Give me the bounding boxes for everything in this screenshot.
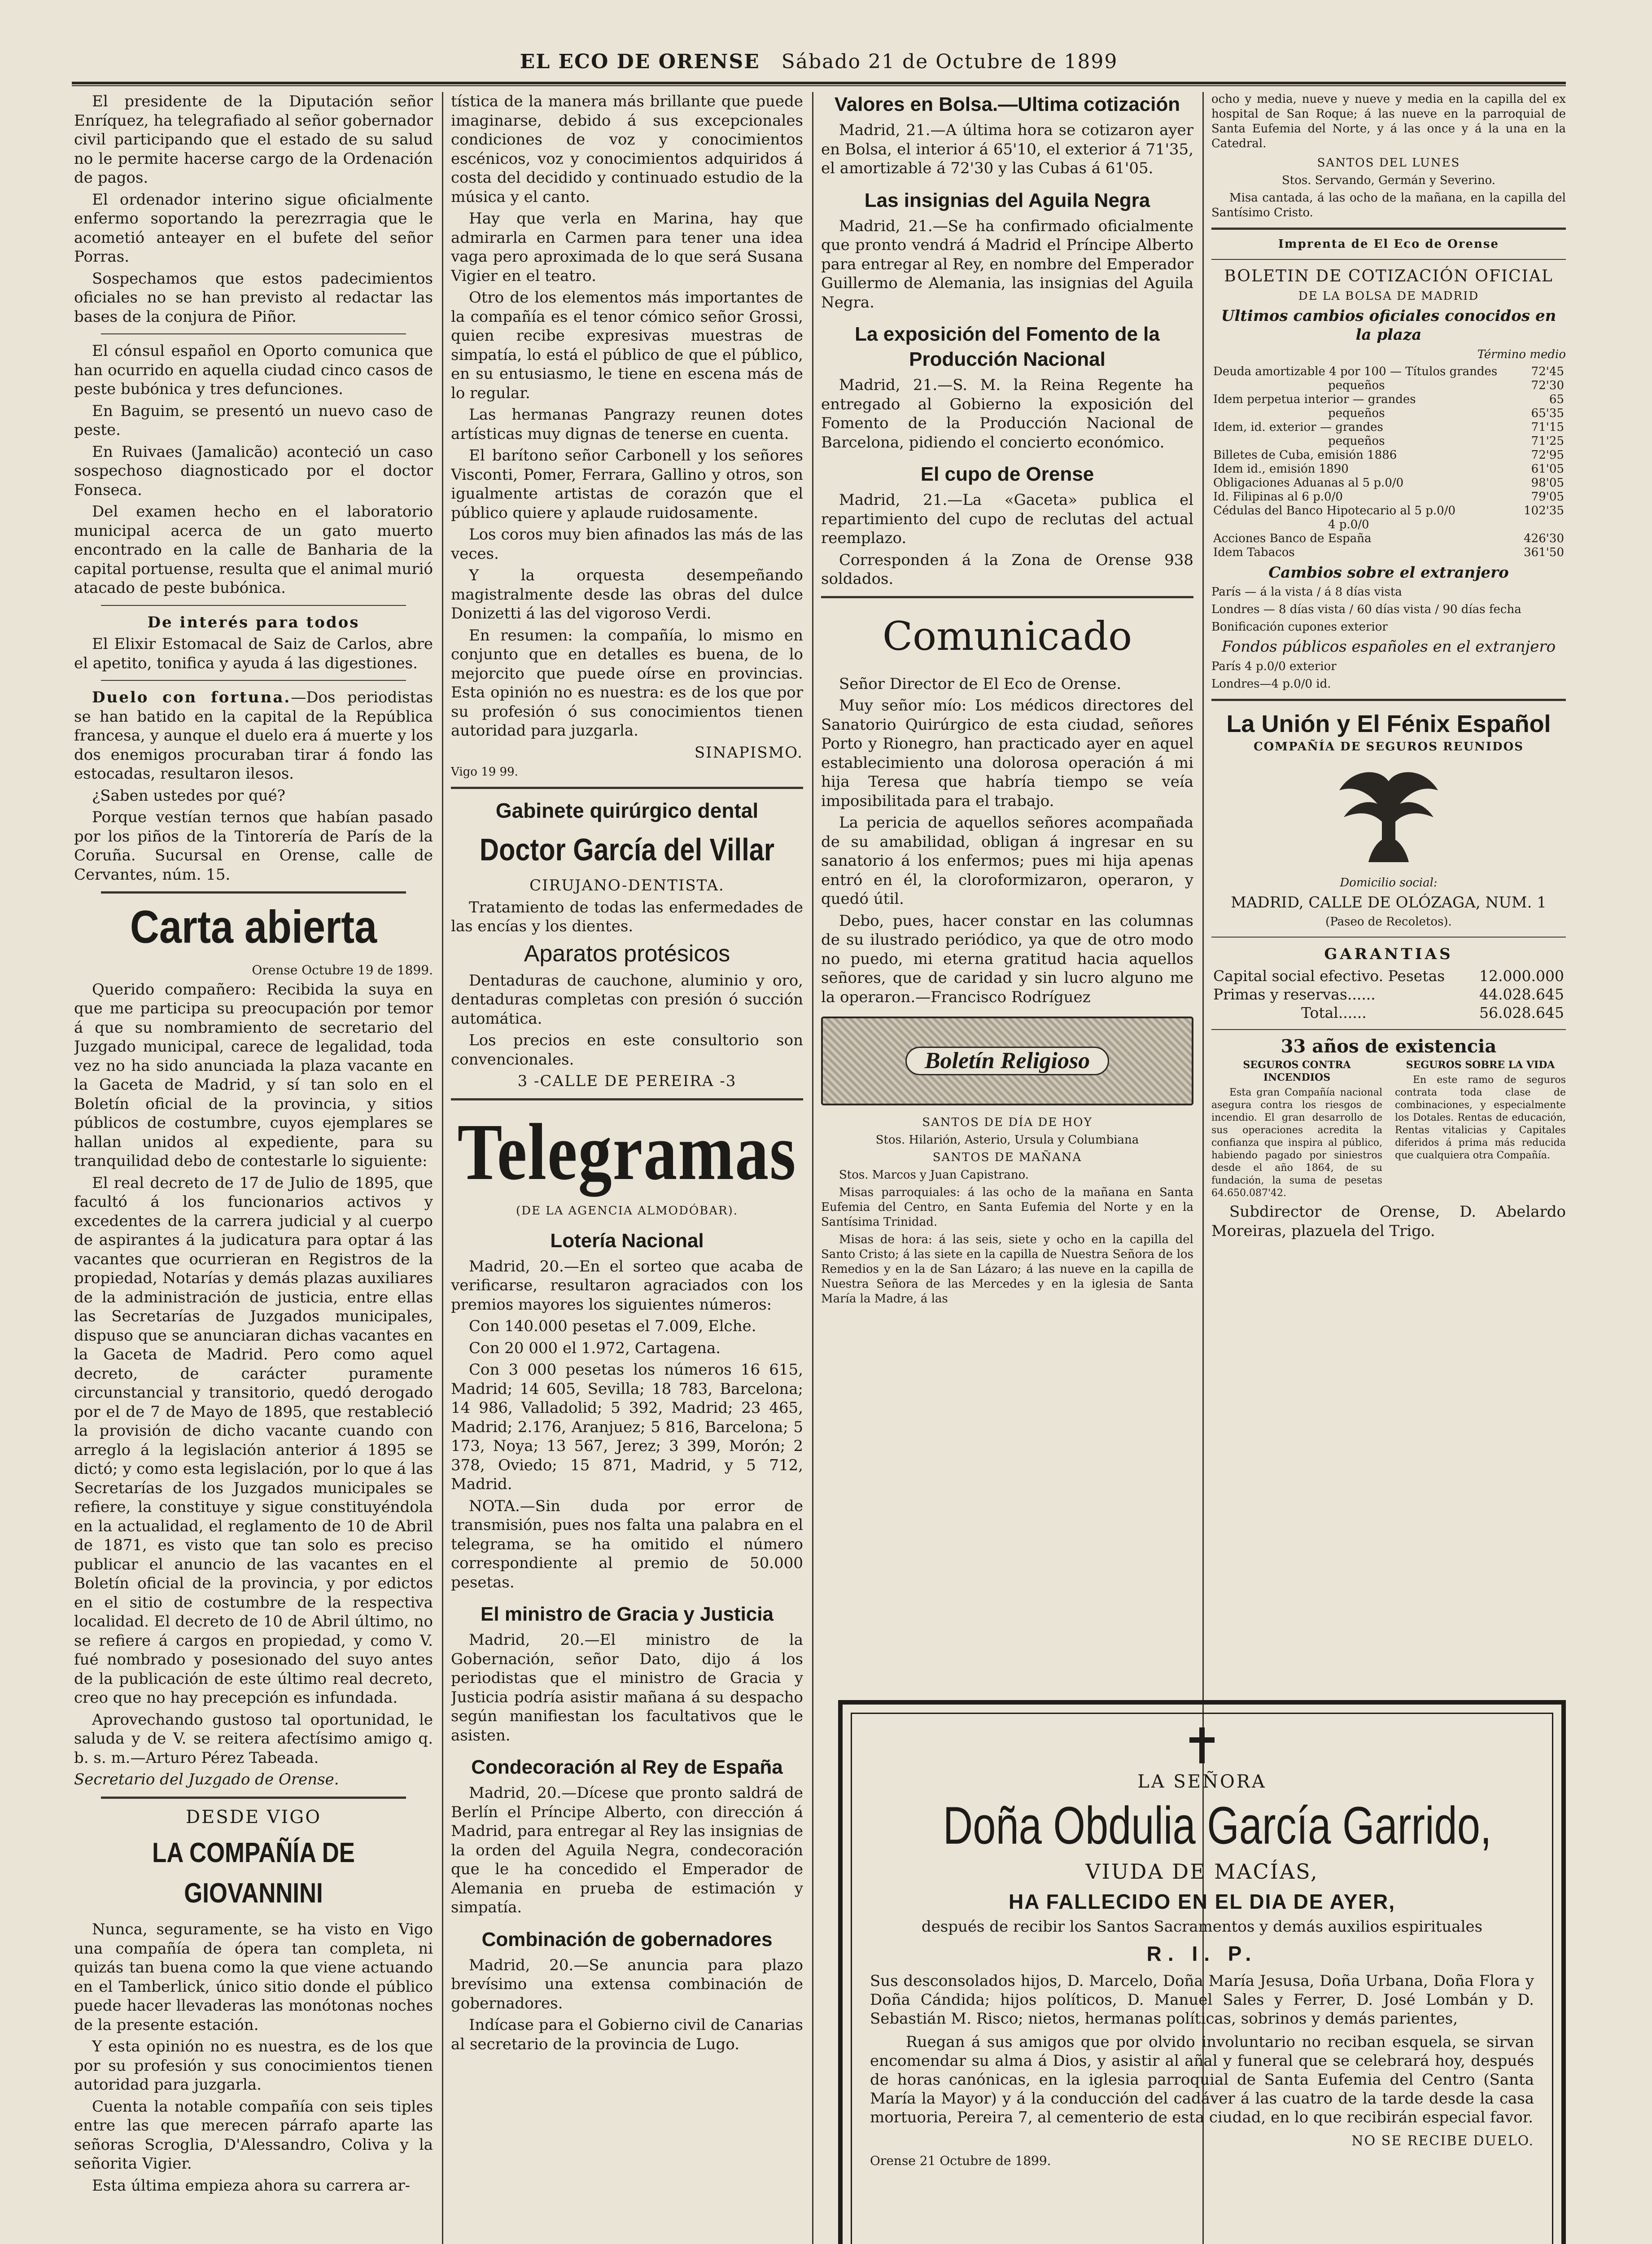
table-cell: 56.028.645 <box>1479 1004 1564 1021</box>
masthead <box>72 50 1566 82</box>
headline-duelo: Duelo con fortuna. <box>92 688 291 706</box>
table-row <box>1211 379 1566 393</box>
divider <box>101 333 406 334</box>
article-paragraph: Las hermanas Pangrazy reunen dotes artísticas muy dignas de tenerse en cuenta. <box>451 406 803 443</box>
termino-medio: Término medio <box>1477 347 1566 361</box>
seguros-incendios <box>1211 1059 1382 1202</box>
obituary-request: Ruegan á sus amigos que por olvido involuntario no reciban esquela, se sirvan encomendar su alma á Dios, y asistir al añal y funeral que se celebrará hoy, después de horas canónicas, en la iglesia parroquial de Santa Eufemia del Centro (Santa María la Mayor) y á la conducción del cadáver á las cuatro de la tarde desde la casa mortuoria, Pereira 7, al cementerio de esta ciudad, en lo que recibirán especial favor. <box>870 2033 1534 2126</box>
table-row <box>1211 518 1566 532</box>
table-row <box>1211 407 1566 421</box>
table-cell: Total...... <box>1301 1004 1367 1021</box>
table-cell: 426'30 <box>1524 531 1564 545</box>
divider <box>1211 937 1566 938</box>
boletin-subtitle: DE LA BOLSA DE MADRID <box>1298 289 1479 303</box>
table-cell: pequeños <box>1328 378 1385 392</box>
eagle-emblem <box>1211 763 1566 867</box>
article-paragraph: Otro de los elementos más importantes de la compañía es el tenor cómico señor Grossi, quien recibe expresivas muestras de simpatía, lo está el público de que el público, en su entusiasmo, le tiene en escena más de lo regular. <box>451 289 803 402</box>
table-row <box>1211 985 1566 1004</box>
table-cell: Idem Tabacos <box>1213 545 1295 559</box>
table-row <box>1211 490 1566 504</box>
banner-title: Boletín Religioso <box>905 1047 1109 1076</box>
table-cell: Deuda amortizable 4 por 100 — Títulos grandes <box>1213 364 1498 378</box>
table-row <box>1211 434 1566 448</box>
eagle-icon <box>1335 763 1442 867</box>
signature: SINAPISMO. <box>694 743 803 762</box>
seguros-incendios-heading: SEGUROS CONTRA INCENDIOS <box>1243 1059 1351 1083</box>
santos-lunes-names: Stos. Servando, Germán y Severino. <box>1281 174 1496 187</box>
santos-manana-heading: SANTOS DE MAÑANA <box>932 1151 1082 1164</box>
table-row <box>1211 532 1566 546</box>
seguros-incendios-text: Esta gran Compañía nacional asegura contra los riesgos de incendio. El gran desarrollo de sus operaciones acredita la confianza que inspira al público, habiendo pagado por siniestros desde el año 1864, de su fundación, la suma de pesetas 64.650.087'42. <box>1211 1087 1382 1199</box>
table-cell: 102'35 <box>1524 504 1564 517</box>
misas-hora: Misas de hora: á las seis, siete y ocho en la capilla del Santo Cristo; á las siete en la capilla de Nuestra Señora de los Remedios y en la de San Lázaro; á las nueve en la capilla de Nuestra Señora de las Mercedes y en la iglesia de Santa María la Madre, á las <box>821 1233 1193 1306</box>
divider <box>101 891 406 894</box>
cross-icon <box>1189 1727 1215 1763</box>
table-cell: 4 p.0/0 <box>1328 517 1369 531</box>
article-paragraph: Debo, pues, hacer constar en las columnas de su ilustrado periódico, ya que de otro modo no puedo, mi eterna gratitud hacia aquellos señores, que de caridad y sin lucro alguno me la operaron.—Francisco Rodríguez <box>821 912 1193 1006</box>
article-paragraph: Cuenta la notable compañía con seis tiples entre las que merecen párrafo aparte las señoras Scroglia, D'Alessandro, Coliva y la señorita Vigier. <box>74 2097 433 2173</box>
table-cell: Id. Filipinas al 6 p.0/0 <box>1213 490 1343 504</box>
misas-continued: ocho y media, nueve y nueve y media en la capilla del ex hospital de San Roque; á las nueve en la parroquial de Santa Eufemia del Norte, y á las once y á la una en la Catedral. <box>1211 92 1566 150</box>
table-cell: 61'05 <box>1531 462 1564 476</box>
obituary-inner-border <box>851 1713 1553 2244</box>
imprenta: Imprenta de El Eco de Orense <box>1278 237 1499 251</box>
article-paragraph: NOTA.—Sin duda por error de transmisión, pues nos falta una palabra en el telegrama, se ha omitido el número correspondiente al premio de 50.000 pesetas. <box>451 1497 803 1591</box>
headline-giovannini: LA COMPAÑÍA DE GIOVANNINI <box>152 1837 355 1909</box>
article-paragraph: El Elixir Estomacal de Saiz de Carlos, abre el apetito, tonifica y ayuda á las digestiones. <box>74 635 433 672</box>
column-rule <box>812 92 813 2244</box>
article-paragraph: Porque vestían ternos que habían pasado por los piños de la Tintorería de París de la Coruña. Sucursal en Orense, calle de Cervantes, núm. 15. <box>74 808 433 884</box>
obituary-viuda: VIUDA DE MACÍAS, <box>1085 1859 1319 1884</box>
column-3 <box>821 92 1193 1690</box>
issue-date: Sábado 21 de Octubre de 1899 <box>781 50 1118 73</box>
divider <box>101 1797 406 1799</box>
article-paragraph: Querido compañero: Recibida la suya en que me participa su preocupación por temor á que su nombramiento de secretario del Juzgado municipal, carece de legalidad, toda vez no ha sido anunciada la plaza vacante en la Gaceta de Madrid, y sí tan solo en el Boletín oficial de la provincia, y sitios públicos de costumbre, cuyos ejemplares se hallan unidos al expediente, para su tranquilidad debo de contestarle lo siguiente: <box>74 980 433 1170</box>
divider <box>101 605 406 606</box>
article-paragraph: Nunca, seguramente, se ha visto en Vigo una compañía de ópera tan completa, ni quizás tan buena como la que viene actuando en el Tamberlick, único sitio donde el público puede hacer llevaderas las monótonas noches de la presente estación. <box>74 1920 433 2034</box>
santos-manana-names: Stos. Marcos y Juan Capistrano. <box>839 1168 1029 1182</box>
headline-exposicion: La exposición del Fomento de la Producción Nacional <box>855 323 1160 370</box>
article-paragraph: Con 140.000 pesetas el 7.009, Elche. <box>469 1317 756 1335</box>
cambios-extranjero: Cambios sobre el extranjero <box>1268 563 1509 582</box>
union-fenix-subtitle: COMPAÑÍA DE SEGUROS REUNIDOS <box>1253 740 1524 754</box>
headline-telegramas: Telegramas <box>457 1107 797 1197</box>
article-paragraph: ¿Saben ustedes por qué? <box>92 786 285 805</box>
table-cell: 71'15 <box>1531 420 1564 434</box>
divider <box>1211 228 1566 230</box>
cambios-row: Londres — 8 días vista / 60 días vista / 90 días fecha <box>1211 603 1521 616</box>
table-cell: 72'95 <box>1531 448 1564 462</box>
ad-subtitle: CIRUJANO-DENTISTA. <box>529 877 725 894</box>
misa-cantada: Misa cantada, á las ocho de la mañana, en la capilla del Santísimo Cristo. <box>1211 191 1566 219</box>
headline-comunicado: Comunicado <box>882 613 1132 659</box>
santos-hoy-names: Stos. Hilarión, Asterio, Ursula y Columbiana <box>875 1133 1139 1147</box>
article-paragraph: Indícase para el Gobierno civil de Canarias al secretario de la provincia de Lugo. <box>451 2016 803 2053</box>
garantias-heading: GARANTIAS <box>1324 945 1453 963</box>
table-cell: 98'05 <box>1531 476 1564 490</box>
article-text: —Dos periodistas se han batido en la capital de la República francesa, y aunque el duelo era á muerte y los dos enemigos procuraban tirar á fondo las estocadas, resultaron ilesos. <box>74 688 433 783</box>
table-cell: 44.028.645 <box>1479 985 1564 1003</box>
santos-hoy-heading: SANTOS DE DÍA DE HOY <box>922 1116 1093 1129</box>
table-cell: 71'25 <box>1531 434 1564 448</box>
dateline: Vigo 19 99. <box>451 765 518 779</box>
article-paragraph: Corresponden á la Zona de Orense 938 soldados. <box>821 551 1193 588</box>
table-cell: pequeños <box>1328 434 1385 448</box>
table-cell: 65 <box>1549 392 1564 406</box>
ultimos-cambios: Ultimos cambios oficiales conocidos en la plaza <box>1221 307 1556 344</box>
ad-doctor: Doctor García del Villar <box>480 832 774 867</box>
article-paragraph: El cónsul español en Oporto comunica que han ocurrido en aquella ciudad cinco casos de peste bubónica y tres defunciones. <box>74 342 433 398</box>
table-cell: Capital social efectivo. Pesetas <box>1213 967 1445 985</box>
divider <box>1211 259 1566 260</box>
garantias-table <box>1211 967 1566 1022</box>
column-rule <box>442 92 443 2244</box>
table-cell: pequeños <box>1328 406 1385 420</box>
obituary-la-senora: LA SEÑORA <box>1137 1771 1267 1792</box>
obituary-rip: R. I. P. <box>1146 1942 1258 1965</box>
obituary-date: Orense 21 Octubre de 1899. <box>870 2153 1051 2168</box>
domicilio-paseo: (Paseo de Recoletos). <box>1325 915 1452 929</box>
telegram-source: (DE LA AGENCIA ALMODÓBAR). <box>516 1204 739 1218</box>
article-paragraph: Y esta opinión no es nuestra, es de los que por su profesión y sus conocimientos tienen autoridad para juzgarla. <box>74 2038 433 2094</box>
table-cell: 72'45 <box>1531 364 1564 378</box>
cotizacion-table <box>1211 365 1566 560</box>
ad-aparatos: Aparatos protésicos <box>524 940 730 967</box>
headline-valores: Valores en Bolsa.—Ultima cotización <box>834 93 1180 115</box>
ad-address: 3 -CALLE DE PEREIRA -3 <box>517 1072 737 1090</box>
ad-paragraph: Dentaduras de cauchone, aluminio y oro, dentaduras completas con presión ó succión automática. <box>451 971 803 1028</box>
table-cell: Idem id., emisión 1890 <box>1213 462 1349 476</box>
divider <box>451 787 803 789</box>
obituary-notice <box>838 1700 1566 2244</box>
table-row <box>1211 1004 1566 1022</box>
table-row <box>1211 967 1566 985</box>
article-paragraph: Con 20 000 el 1.972, Cartagena. <box>469 1339 721 1357</box>
article-paragraph: Sospechamos que estos padecimientos oficiales no se han previsto al redactar las bases de la conjura de Piñor. <box>74 269 433 326</box>
table-cell: Acciones Banco de España <box>1213 531 1372 545</box>
headline-condecoracion: Condecoración al Rey de España <box>471 1756 783 1778</box>
headline-carta-abierta: Carta abierta <box>130 901 377 953</box>
union-fenix-title: La Unión y El Fénix Español <box>1226 710 1551 737</box>
fondos-row: Londres—4 p.0/0 id. <box>1211 677 1331 691</box>
table-cell: 361'50 <box>1524 545 1564 559</box>
article-paragraph: Señor Director de El Eco de Orense. <box>839 675 1122 693</box>
article-paragraph: El presidente de la Diputación señor Enríquez, ha telegrafiado al señor gobernador civil participando que el estado de su salud no le permite hacerse cargo de la Ordenación de pagos. <box>74 92 433 187</box>
obituary-name: Doña Obdulia García Garrido, <box>943 1796 1492 1855</box>
santos-lunes-heading: SANTOS DEL LUNES <box>1317 156 1460 170</box>
article-paragraph: Del examen hecho en el laboratorio municipal acerca de un gato muerto encontrado en la calle de Banharia de la capital portuense, resulta que el animal murió atacado de peste bubónica. <box>74 503 433 597</box>
article-paragraph: El real decreto de 17 de Julio de 1895, que facultó á los funcionarios activos y excedentes de la carrera judicial y al cuerpo de aspirantes á la judicatura para optar á las vacantes que ocurrieran en Registros de la propiedad, Notarías y demás plazas auxiliares de la administración de justicia, entre ellas las Secretarías de Juzgados municipales, dispuso que se anunciaran dichas vacantes en la Gaceta de Madrid. Pero como aquel decreto, de carácter puramente circunstancial y transitorio, quedó derogado por el de 7 de Mayo de 1895, que restableció la provisión de dicho vacante cuando con arreglo á la legislación anterior á 1895 se dictó; y como esta legislación, por lo que á las Secretarías de los Juzgados municipales se refiere, la constituye y sigue constituyéndola en la actualidad, el reglamento de 10 de Abril de 1871, es visto que tan solo es preciso publicar el anuncio de las vacantes en el Boletín oficial de la provincia, y por edictos en el sitio de costumbre de la respectiva localidad. El decreto de 10 de Abril último, no se refiere á cargos en propiedad, y como V. fué nombrado y posesionado del suyo antes de la publicación de este último real decreto, creo que no hay precepción es infundada. <box>74 1174 433 1707</box>
table-cell: 65'35 <box>1531 406 1564 420</box>
ad-paragraph: Tratamiento de todas las enfermedades de las encías y los dientes. <box>451 898 803 935</box>
article-paragraph: La pericia de aquellos señores acompañada de su amabilidad, obligan á ingresar en su sanatorio á los enfermos; pues mi hija apenas entró en él, la cloroformizaron, operaron, y quedó útil. <box>821 814 1193 908</box>
article-paragraph: Esta última empieza ahora su carrera ar- <box>92 2176 411 2195</box>
column-1 <box>74 92 433 2244</box>
article-paragraph: El barítono señor Carbonell y los señores Visconti, Pomer, Ferrara, Gallino y otros, son igualmente artistas de corazón que el público quiere y aplaude ruidosamente. <box>451 447 803 522</box>
masthead-rule-thin <box>72 85 1566 86</box>
article-paragraph: Madrid, 21.—A última hora se cotizaron ayer en Bolsa, el interior á 65'10, el exterior á 71'35, el amortizable á 72'30 y las Cubas á 61'05. <box>821 121 1193 177</box>
headline-combinacion: Combinación de gobernadores <box>481 1928 773 1950</box>
table-cell: Idem, id. exterior — grandes <box>1213 420 1383 434</box>
obituary-fallecido: HA FALLECIDO EN EL DIA DE AYER, <box>1009 1890 1395 1913</box>
fondos-publicos: Fondos públicos españoles en el extranjero <box>1221 638 1556 656</box>
table-cell: 79'05 <box>1531 490 1564 504</box>
ad-paragraph: Los precios en este consultorio son convencionales. <box>451 1031 803 1069</box>
article-paragraph: Con 3 000 pesetas los números 16 615, Madrid; 14 605, Sevilla; 18 783, Barcelona; 14 986, Valladolid; 5 392, Madrid; 23 465, Madrid; 2.176, Aranjuez; 5 816, Barcelona; 5 173, Noya; 13 567, Jerez; 3 399, Morón; 2 378, Oviedo; 15 871, Madrid, y 5 712, Madrid. <box>451 1361 803 1493</box>
table-cell: Idem perpetua interior — grandes <box>1213 392 1416 406</box>
table-cell: Billetes de Cuba, emisión 1886 <box>1213 448 1397 462</box>
table-cell <box>1519 518 1566 532</box>
table-row <box>1211 476 1566 490</box>
obituary-sacramentos: después de recibir los Santos Sacramentos y demás auxilios espirituales <box>921 1918 1483 1936</box>
article-paragraph: Y la orquesta desempeñando magistralmente desde las obras del dulce Donizetti á las del vigoroso Verdi. <box>451 566 803 622</box>
article-paragraph: En resumen: la compañía, lo mismo en conjunto que en detalles es buena, de lo mejorcito que puede oírse en provincias. Esta opinión no es nuestra: es de los que por su profesión ó sus conocimientos tienen autoridad para juzgarla. <box>451 626 803 740</box>
article-paragraph: Aprovechando gustoso tal oportunidad, le saluda y de V. se reitera afectísimo amigo q. b. s. m.—Arturo Pérez Tabeada. <box>74 1710 433 1767</box>
divider <box>101 680 406 681</box>
article-paragraph: Madrid, 21.—S. M. la Reina Regente ha entregado al Gobierno la exposición del Fomento de la Producción Nacional de Barcelona, pidiendo el concierto económico. <box>821 376 1193 451</box>
divider <box>1211 1029 1566 1030</box>
domicilio-label: Domicilio social: <box>1340 876 1438 890</box>
seguros-columns <box>1211 1059 1566 1202</box>
article-paragraph: Madrid, 21.—La «Gaceta» publica el repartimiento del cupo de reclutas del actual reemplazo. <box>821 491 1193 547</box>
article-paragraph: Madrid, 20.—En el sorteo que acaba de verificarse, resultaron agraciados con los premios mayores los siguientes números: <box>451 1257 803 1314</box>
table-row <box>1211 393 1566 407</box>
seguros-vida-heading: SEGUROS SOBRE LA VIDA <box>1406 1059 1555 1071</box>
divider <box>451 1098 803 1100</box>
dateline: Orense Octubre 19 de 1899. <box>252 963 433 977</box>
article-paragraph: En Ruivaes (Jamalicão) aconteció un caso sospechoso diagnosticado por el doctor Fonseca. <box>74 443 433 499</box>
table-cell: Obligaciones Aduanas al 5 p.0/0 <box>1213 476 1404 490</box>
article-paragraph: Madrid, 20.—El ministro de la Gobernación, señor Dato, dijo á los periodistas que el ministro de Gracia y Justicia podría asistir mañana á su despacho según manifiestan los facultativos que le asisten. <box>451 1631 803 1744</box>
article-paragraph: Madrid, 20.—Dícese que pronto saldrá de Berlín el Príncipe Alberto, con dirección á Madrid, para entregar al Rey las insignias de la orden del Aguila Negra, condecoración que le ha concedido el Emperador de Alemania en prueba de estimación y simpatía. <box>451 1784 803 1916</box>
article-paragraph: Muy señor mío: Los médicos directores del Sanatorio Quirúrgico de esta ciudad, señores Porto y Rionegro, han practicado ayer en aquel establecimiento una dolorosa operación á mi hija Teresa que habría tiempo se veía imposibilitada para el trabajo. <box>821 697 1193 810</box>
column-4 <box>1211 92 1566 1690</box>
newspaper-name: EL ECO DE ORENSE <box>520 50 760 73</box>
table-row <box>1211 462 1566 476</box>
table-cell: 12.000.000 <box>1479 967 1564 985</box>
headline-desde-vigo: DESDE VIGO <box>185 1806 322 1828</box>
cambios-row: Bonificación cupones exterior <box>1211 620 1388 634</box>
article-paragraph: En Baguim, se presentó un nuevo caso de peste. <box>74 402 433 439</box>
table-cell: Primas y reservas...... <box>1213 985 1376 1003</box>
domicilio-address: MADRID, CALLE DE OLÓZAGA, NUM. 1 <box>1231 893 1547 912</box>
column-2 <box>451 92 803 2244</box>
headline-interes: De interés para todos <box>147 613 360 631</box>
table-cell: Cédulas del Banco Hipotecario al 5 p.0/0 <box>1213 504 1456 517</box>
fondos-row: París 4 p.0/0 exterior <box>1211 659 1337 673</box>
table-row <box>1211 546 1566 560</box>
article-paragraph: El ordenador interino sigue oficialmente enfermo soportando la perezrragia que le acometió anteayer en el bufete del señor Porras. <box>74 190 433 266</box>
article-paragraph: Los coros muy bien afinados las más de las veces. <box>451 526 803 563</box>
headline-loteria: Lotería Nacional <box>550 1229 704 1252</box>
article-paragraph: tística de la manera más brillante que puede imaginarse, debido á sus excepcionales condiciones de voz y conocimientos escénicos, voz y conocimientos adquiridos á costa del decidido y continuado estudio de la música y el canto. <box>451 92 803 206</box>
seguros-vida-text: En este ramo de seguros contrata toda clase de combinaciones, y especialmente los Dotales. Rentas de educación, Rentas vitalicias y Capitales diferidos á prima más reducida que cualquiera otra Compañía. <box>1395 1074 1566 1161</box>
masthead-rule <box>72 82 1566 84</box>
table-row <box>1211 421 1566 434</box>
ad-gabinete: Gabinete quirúrgico dental <box>495 799 759 822</box>
signature: Secretario del Juzgado de Orense. <box>74 1771 339 1788</box>
obituary-no-duelo: NO SE RECIBE DUELO. <box>1351 2133 1534 2149</box>
divider <box>1211 699 1566 701</box>
headline-ministro: El ministro de Gracia y Justicia <box>481 1603 774 1625</box>
boletin-religioso-banner <box>821 1017 1193 1105</box>
subdirector: Subdirector de Orense, D. Abelardo Moreiras, plazuela del Trigo. <box>1211 1203 1566 1240</box>
table-row <box>1211 448 1566 462</box>
headline-insignias: Las insignias del Aguila Negra <box>864 189 1150 211</box>
cambios-row: París — á la vista / á 8 días vista <box>1211 585 1402 599</box>
obituary-family: Sus desconsolados hijos, D. Marcelo, Doña María Jesusa, Doña Urbana, Doña Flora y Doña Cándida; hijos políticos, D. Manuel Sales y Ferrer, D. José Lombán y D. Sebastián M. Risco; nietos, hermanas políticas, sobrinos y demás parientes, <box>870 1972 1534 2028</box>
table-row <box>1211 504 1566 518</box>
boletin-title: BOLETIN DE COTIZACIÓN OFICIAL <box>1224 267 1553 285</box>
article-paragraph: Hay que verla en Marina, hay que admirarla en Carmen para tener una idea vaga pero aproximada de lo que será Susana Vigier en el teatro. <box>451 210 803 285</box>
headline-cupo: El cupo de Orense <box>920 463 1094 485</box>
table-cell: 72'30 <box>1531 378 1564 392</box>
misas-parroquiales: Misas parroquiales: á las ocho de la mañana en Santa Eufemia del Centro, en Santa Eufemia del Norte y en la Santísima Trinidad. <box>821 1186 1193 1229</box>
anos-existencia: 33 años de existencia <box>1281 1035 1497 1057</box>
article-paragraph: Madrid, 21.—Se ha confirmado oficialmente que pronto vendrá á Madrid el Príncipe Alberto para entregar al Rey, en nombre del Emperador Guillermo de Alemania, las insignias del Aguila Negra. <box>821 217 1193 311</box>
article-paragraph: Madrid, 20.—Se anuncia para plazo brevísimo una extensa combinación de gobernadores. <box>451 1956 803 2012</box>
table-row <box>1211 365 1566 379</box>
seguros-vida <box>1395 1059 1566 1202</box>
divider <box>821 596 1193 598</box>
